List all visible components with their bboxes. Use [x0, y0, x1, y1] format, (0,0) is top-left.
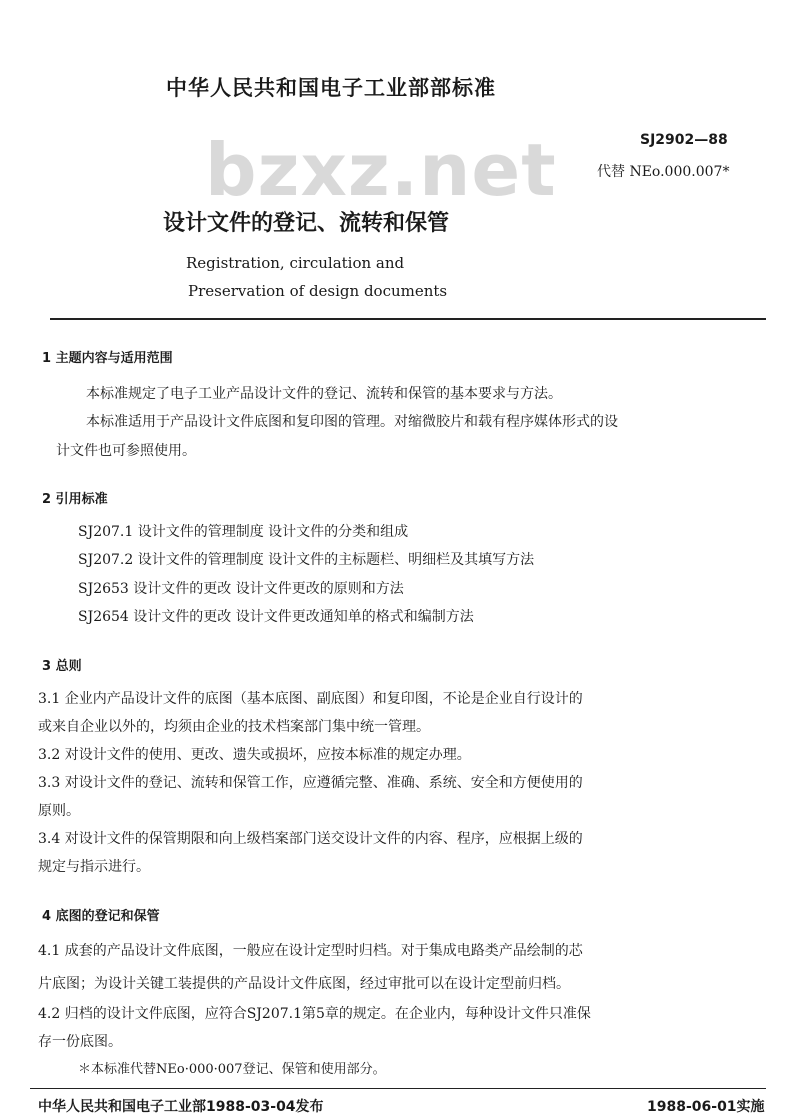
standard-number: SJ2902—88: [640, 132, 728, 148]
section-4-line: 片底图；为设计关键工装提供的产品设计文件底图，经过审批可以在设计定型前归档。: [38, 976, 570, 992]
section-4-heading: 4 底图的登记和保管: [42, 909, 160, 924]
footnote: ＊本标准代替NEo·000·007登记、保管和使用部分。: [78, 1062, 386, 1077]
section-3-heading: 3 总则: [42, 659, 82, 674]
section-1-line: 计文件也可参照使用。: [56, 443, 196, 459]
section-3-line: 3.1 企业内产品设计文件的底图（基本底图、副底图）和复印图，不论是企业自行设计的: [38, 691, 583, 707]
section-4-line: 存一份底图。: [38, 1034, 122, 1050]
watermark: bzxz.net: [205, 128, 557, 212]
section-2-heading: 2 引用标准: [42, 492, 108, 507]
section-1-line: 本标准规定了电子工业产品设计文件的登记、流转和保管的基本要求与方法。: [86, 386, 562, 402]
section-1-heading: 1 主题内容与适用范围: [42, 351, 173, 366]
reference-item: SJ2654 设计文件的更改 设计文件更改通知单的格式和编制方法: [78, 609, 474, 625]
section-3-line: 3.2 对设计文件的使用、更改、遗失或损坏，应按本标准的规定办理。: [38, 747, 471, 763]
replaces-note: 代替 NEo.000.007*: [597, 164, 730, 180]
title-english-line2: Preservation of design documents: [188, 282, 448, 300]
section-3-line: 3.3 对设计文件的登记、流转和保管工作，应遵循完整、准确、系统、安全和方便使用的: [38, 775, 583, 791]
section-3-line: 或来自企业以外的，均须由企业的技术档案部门集中统一管理。: [38, 719, 430, 735]
reference-item: SJ207.1 设计文件的管理制度 设计文件的分类和组成: [78, 524, 409, 540]
title-english-line1: Registration, circulation and: [186, 254, 405, 272]
bottom-rule: [30, 1088, 766, 1089]
section-3-line: 3.4 对设计文件的保管期限和向上级档案部门送交设计文件的内容、程序，应根据上级的: [38, 831, 583, 847]
section-4-line: 4.1 成套的产品设计文件底图，一般应在设计定型时归档。对于集成电路类产品绘制的芯: [38, 943, 583, 959]
ministry-header: 中华人民共和国电子工业部部标准: [166, 76, 496, 100]
section-4-line: 4.2 归档的设计文件底图，应符合SJ207.1第5章的规定。在企业内，每种设计文件只准保: [38, 1006, 591, 1022]
section-3-line: 原则。: [38, 803, 80, 819]
reference-item: SJ207.2 设计文件的管理制度 设计文件的主标题栏、明细栏及其填写方法: [78, 552, 535, 568]
effective-date: 1988-06-01实施: [647, 1099, 765, 1115]
section-3-line: 规定与指示进行。: [38, 859, 150, 875]
section-1-line: 本标准适用于产品设计文件底图和复印图的管理。对缩微胶片和载有程序媒体形式的设: [86, 414, 618, 430]
top-rule: [50, 318, 766, 320]
reference-item: SJ2653 设计文件的更改 设计文件更改的原则和方法: [78, 581, 404, 597]
issue-date: 中华人民共和国电子工业部1988-03-04发布: [38, 1099, 324, 1115]
title-chinese: 设计文件的登记、流转和保管: [163, 211, 450, 236]
